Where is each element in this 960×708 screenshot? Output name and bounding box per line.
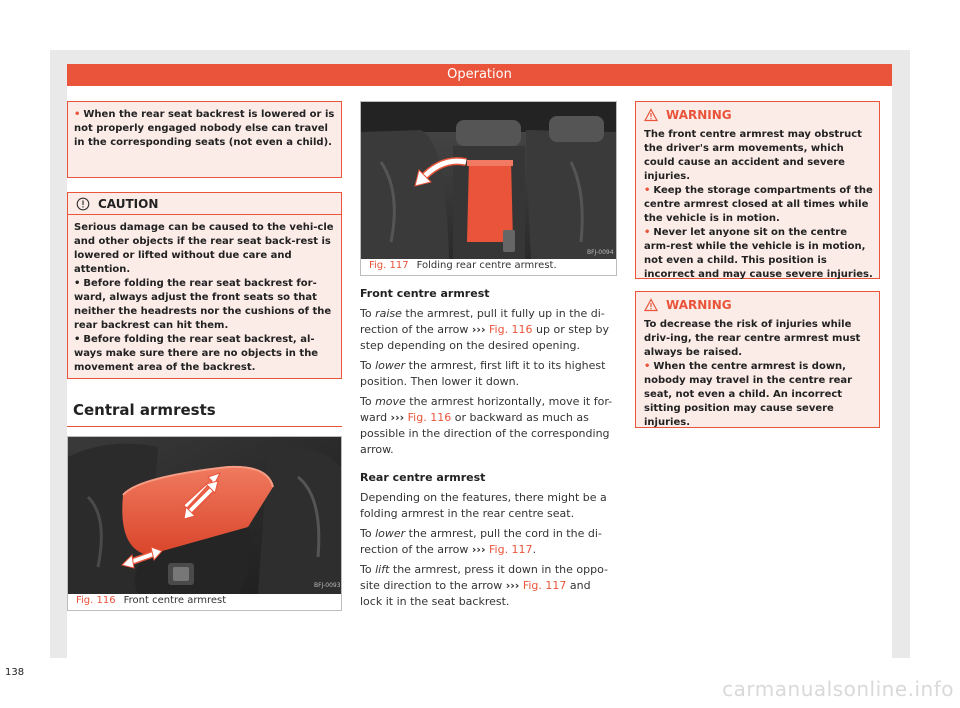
caution-intro: Serious damage can be caused to the vehi-cle and other objects if the rear seat back-rest is lowered or lifted without due care and attention. xyxy=(74,222,334,275)
arrow-glyph: ››› xyxy=(471,543,486,556)
subheading-front: Front centre armrest xyxy=(360,287,490,300)
warning-continued-box xyxy=(67,101,342,178)
body-text-column xyxy=(360,286,615,614)
warning-box-1 xyxy=(635,101,880,279)
figure-label: Fig. 116 xyxy=(76,595,116,606)
section-header: Operation xyxy=(67,64,892,86)
fig-117-link[interactable]: Fig. 117 xyxy=(489,543,533,556)
page-number: 138 xyxy=(5,667,25,678)
fig-117-link[interactable]: Fig. 117 xyxy=(522,579,567,592)
caution-icon xyxy=(76,197,90,211)
fig-116-link[interactable]: Fig. 116 xyxy=(489,323,533,336)
warning-header xyxy=(636,294,879,316)
manual-page xyxy=(67,64,892,658)
front-armrest-illustration xyxy=(68,437,341,594)
warning-bullet: • Keep the storage compartments of the centre armrest closed at all times while the vehicle is in motion. xyxy=(644,185,873,224)
warning-bullet: • When the centre armrest is down, nobody may travel in the centre rear seat, not even a child. An incorrect sitting position may cause severe injuries. xyxy=(644,361,853,428)
caution-bullet: • Before folding the rear seat backrest for-ward, always adjust the front seats so that neither the headrests nor the cushions of the rear backrest can hit them. xyxy=(74,278,332,331)
figure-label: Fig. 117 xyxy=(369,260,409,271)
arrow-glyph: ››› xyxy=(505,579,520,592)
arrow-glyph: ››› xyxy=(471,323,486,336)
paragraph-move: To move the armrest horizontally, move it for-ward ››› Fig. 116 or backward as much as possible in the direction of the corresponding arrow. xyxy=(360,395,613,456)
paragraph-rear-intro: Depending on the features, there might be a folding armrest in the rear centre seat. xyxy=(360,491,607,520)
subheading-rear: Rear centre armrest xyxy=(360,471,486,484)
caution-bullet: • Before folding the rear seat backrest, al-ways make sure there are no objects in the movement area of the backrest. xyxy=(74,334,319,373)
paragraph-raise: To raise the armrest, pull it fully up in the di-rection of the arrow ››› Fig. 116 up or step by step depending on the desired opening. xyxy=(360,307,610,352)
paragraph-lower: To lower the armrest, first lift it to its highest position. Then lower it down. xyxy=(360,359,606,388)
warning-intro: The front centre armrest may obstruct the driver's arm movements, which could cause an accident and severe injuries. xyxy=(644,129,862,182)
figure-code: BFJ-0093 xyxy=(314,582,341,589)
warning-header xyxy=(636,104,879,126)
warning-continued-text: • When the rear seat backrest is lowered or is not properly engaged nobody else can travel in the corresponding seats (not even a child). xyxy=(74,109,335,148)
figure-caption-text: Front centre armrest xyxy=(123,595,227,606)
paragraph-rear-lower: To lower the armrest, pull the cord in the di-rection of the arrow ››› Fig. 117. xyxy=(360,527,602,556)
warning-intro: To decrease the risk of injuries while driv-ing, the rear centre armrest must always be raised. xyxy=(644,319,861,358)
caution-box xyxy=(67,192,342,379)
figure-caption-text: Folding rear centre armrest. xyxy=(416,260,557,271)
section-divider xyxy=(67,426,342,427)
watermark: carmanualsonline.info xyxy=(722,677,954,701)
figure-code: BFJ-0094 xyxy=(587,249,614,256)
warning-box-2 xyxy=(635,291,880,428)
fig-116-link[interactable]: Fig. 116 xyxy=(407,411,452,424)
caution-header xyxy=(68,193,341,215)
arrow-glyph: ››› xyxy=(390,411,405,424)
warning-triangle-icon xyxy=(644,108,658,122)
figure-caption xyxy=(76,595,226,606)
warning-bullet: • Never let anyone sit on the centre arm-rest while the vehicle is in motion, not even a child. This position is incorrect and may cause severe injuries. xyxy=(644,227,873,280)
page-background xyxy=(5,50,910,678)
warning-triangle-icon xyxy=(644,298,658,312)
caution-title: CAUTION xyxy=(98,196,159,211)
figure-117 xyxy=(360,101,617,276)
section-title: Central armrests xyxy=(73,401,216,419)
figure-caption xyxy=(369,260,557,271)
figure-116 xyxy=(67,436,342,611)
paragraph-rear-lift: To lift the armrest, press it down in the oppo-site direction to the arrow ››› Fig. 117 and lock it in the seat backrest. xyxy=(360,563,609,608)
rear-armrest-illustration xyxy=(361,102,616,259)
warning-title: WARNING xyxy=(666,298,732,312)
warning-title: WARNING xyxy=(666,108,732,122)
